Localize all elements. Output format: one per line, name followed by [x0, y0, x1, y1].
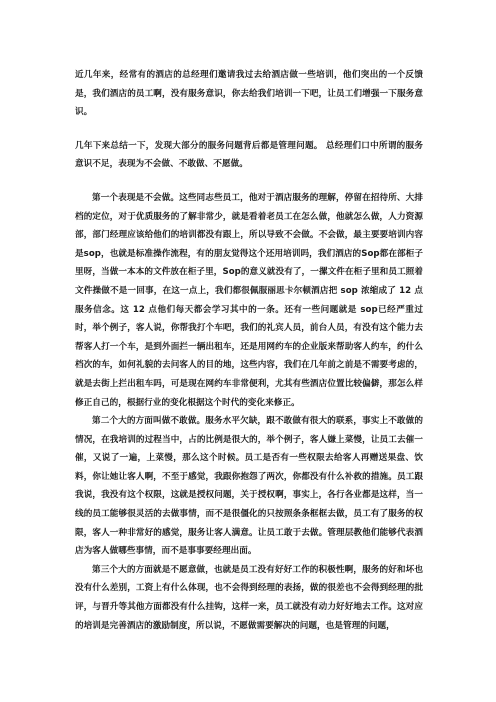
paragraph-2: 几年下来总结一下，发现大部分的服务问题背后都是管理问题。 总经理们口中所谓的服务意识不足，表现为不会做、不敢做、不愿做。 — [75, 140, 423, 170]
paragraph-spacer — [75, 174, 423, 189]
paragraph-4: 第二个大的方面叫做不敢做。服务水平欠缺，跟不敢做有很大的联系，事实上不敢做的情况，在我培训的过程当中，占的比例是很大的，举个例子，客人嫌上菜慢，让员工去催一催，又说了一遍，上菜慢，那么这个时候。员工是否有一些权限去给客人再赠送果盘、饮料，你让她让客人啊，不至于感觉，我跟你抱怨了两次，你都没有什么补救的措施。员工跟我说，我没有这个权限，这就是授权问题，关于授权啊，事实上，各行各业都是这样，当一线的员工能够很灵活的去做事情，而不是很僵化的只按照条条框框去做，员工有了服务的权限，客人一种非常好的感觉，服务让客人满意。让员工敢于去做。管理层教他们能够代表酒店为客人做哪些事情，而不是事事要经理出面。 — [75, 416, 423, 557]
paragraph-5: 第三个大的方面就是不愿意做，也就是员工没有好好工作的积极性啊，服务的好和坏也没有什么差别，工资上有什么体现，也不会得到经理的表扬，做的很差也不会得到经理的批评，与晋升等其他方面都没有什么挂钩，这样一来，员工就没有动力好好地去工作。这对应的培训是完善酒店的激励制度，所以说，不愿做需要解决的问题，也是管理的问题， — [75, 564, 423, 631]
document-body — [75, 66, 423, 635]
paragraph-3: 第一个表现是不会做。这些同志些员工，他对于酒店服务的理解，停留在招待所、大排档的定位，对于优质服务的了解非常少，就是看着老员工在怎么做，他就怎么做，人力资源部，部门经理应该给他们的培训都没有跟上，所以导致不会做。不会做，最主要要培训内容是sop，也就是标准操作流程，有的朋友觉得这个还用培训吗，我们酒店的Sop都在部柜子里呀，当做一本本的文件放在柜子里，Sop的意义就没有了，一摞文件在柜子里和员工照着文件操做不是一回事，在这一点上，我们都很佩服丽思卡尔顿酒店把 sop 浓缩成了 12 点服务信念。这 12 点他们每天都会学习其中的一条。还有一些问题就是 sop已经严重过时，举个例子，客人说，你帮我打个车吧，我们的礼宾人员，前台人员，有没有这个能力去帮客人打一个车，是到外面拦一辆出租车，还是用网约车的企业版来帮助客人约车，约什么档次的车，如何礼貌的去问客人的目的地，这些内容，我们在几年前之前是不需要考虑的，就是去街上拦出租车吗，可是现在网约车非常便利，尤其有些酒店位置比较偏僻，那怎么样修正自己的，根据行业的变化根据这个时代的变化来修正。 — [75, 192, 423, 408]
paragraph-spacer — [75, 122, 423, 137]
paragraph-1: 近几年来，经常有的酒店的总经理们邀请我过去给酒店做一些培训，他们突出的一个反馈是，我们酒店的员工啊，没有服务意识，你去给我们培训一下吧，让员工们增强一下服务意识。 — [75, 70, 423, 118]
